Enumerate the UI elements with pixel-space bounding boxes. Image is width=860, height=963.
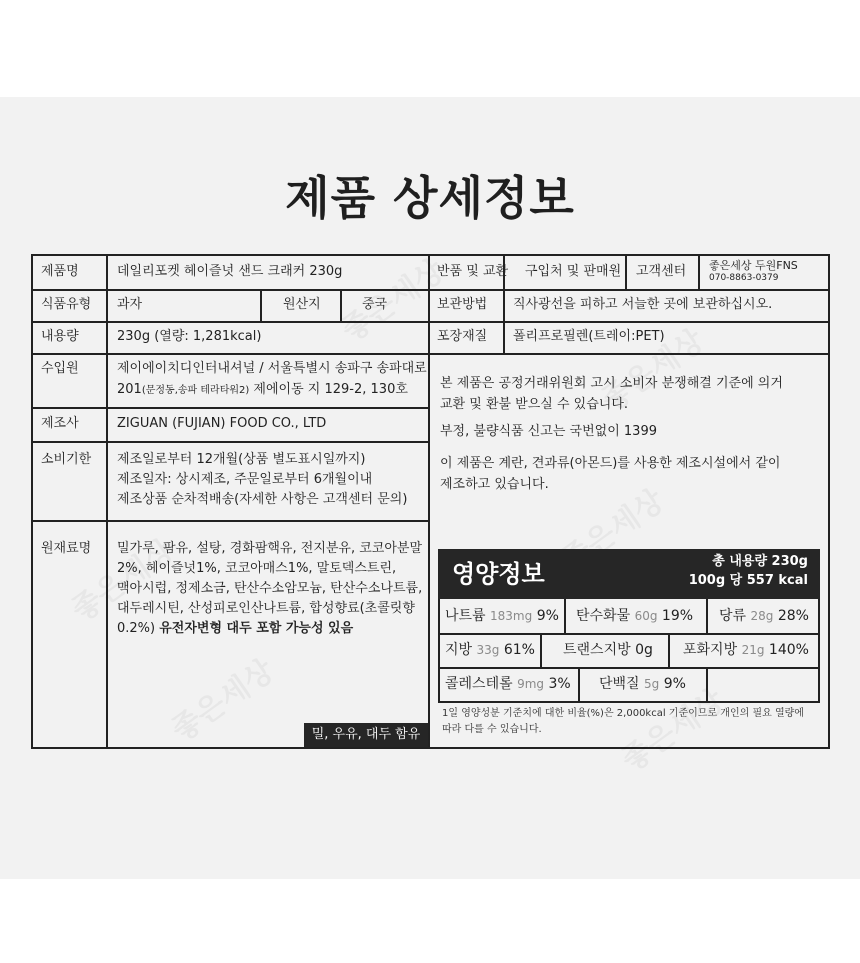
value-customer-center-phone: 070-8863-0379 xyxy=(709,273,779,283)
nutrient-carbohydrate: 탄수화물 60g 19% xyxy=(576,608,694,624)
notice-line: 부정, 불량식품 신고는 국번없이 1399 xyxy=(440,424,657,439)
label-customer-center: 고객센터 xyxy=(636,264,687,279)
notice-line: 제조하고 있습니다. xyxy=(440,477,549,492)
value-storage: 직사광선을 피하고 서늘한 곳에 보관하십시오. xyxy=(513,297,773,312)
row-divider xyxy=(33,289,428,291)
nutrition-footnote-line2: 따라 다를 수 있습니다. xyxy=(442,724,542,735)
value-ingredients-line4: 대두레시틴, 산성피로인산나트륨, 합성향료(초콜릿향 xyxy=(117,601,415,616)
label-ingredients: 원재료명 xyxy=(41,541,92,556)
value-importer-line2: 201(문정동,송파 테라타워2) 제에이동 지 129-2, 130호 xyxy=(117,382,408,397)
nutrition-border xyxy=(818,599,820,703)
value-importer-line1: 제이에이치디인터내셔널 / 서울특별시 송파구 송파대로 xyxy=(117,361,427,376)
value-manufacturer: ZIGUAN (FUJIAN) FOOD CO., LTD xyxy=(117,416,327,431)
value-customer-center-name: 좋은세상 두원FNS xyxy=(709,259,798,272)
value-origin: 중국 xyxy=(362,297,388,312)
notice-line: 교환 및 환불 받으실 수 있습니다. xyxy=(440,397,629,412)
row-divider xyxy=(428,321,828,323)
column-divider xyxy=(428,256,430,747)
nutrition-cell-divider xyxy=(540,633,542,668)
label-packaging: 포장재질 xyxy=(437,329,488,344)
nutrition-cell-divider xyxy=(578,667,580,702)
nutrient-trans-fat: 트랜스지방 0g xyxy=(563,642,653,658)
nutrition-row-divider xyxy=(438,701,820,703)
label-product-name: 제품명 xyxy=(41,264,79,279)
value-food-type: 과자 xyxy=(117,297,143,312)
allergen-badge: 밀, 우유, 대두 함유 xyxy=(304,723,428,747)
value-packaging: 폴리프로필렌(트레이:PET) xyxy=(513,329,665,344)
nutrient-sodium: 나트륨 183mg 9% xyxy=(445,608,559,624)
row-divider xyxy=(428,289,828,291)
row-divider xyxy=(33,520,428,522)
nutrition-cell-divider xyxy=(564,599,566,634)
row-divider xyxy=(33,353,428,355)
nutrient-sugars: 당류 28g 28% xyxy=(719,608,809,624)
watermark-text xyxy=(331,247,451,350)
row-divider xyxy=(33,321,428,323)
row-divider xyxy=(33,407,428,409)
value-ingredients-line5: 0.2%) 유전자변형 대두 포함 가능성 있음 xyxy=(117,621,354,636)
nutrition-header xyxy=(438,549,820,599)
value-expiry-line2: 제조일자: 상시제조, 주문일로부터 6개월이내 xyxy=(117,472,373,487)
product-info-table xyxy=(31,254,830,749)
label-origin: 원산지 xyxy=(283,297,321,312)
label-manufacturer: 제조사 xyxy=(41,416,79,431)
nutrition-cell-divider xyxy=(706,667,708,702)
value-expiry-line3: 제조상품 순차적배송(자세한 사항은 고객센터 문의) xyxy=(117,492,408,507)
nutrient-cholesterol: 콜레스테롤 9mg 3% xyxy=(445,676,571,692)
nutrient-fat: 지방 33g 61% xyxy=(445,642,535,658)
nutrition-cell-divider xyxy=(706,599,708,634)
label-returns: 반품 및 교환 xyxy=(437,264,509,279)
notice-line: 이 제품은 계란, 견과류(아몬드)를 사용한 제조시설에서 같이 xyxy=(440,456,781,471)
nutrition-footnote-line1: 1일 영양성분 기준치에 대한 비율(%)은 2,000kcal 기준이므로 개인의 필요 열량에 xyxy=(442,708,804,719)
cell-divider xyxy=(340,289,342,322)
watermark-text xyxy=(161,647,281,750)
nutrient-saturated-fat: 포화지방 21g 140% xyxy=(683,642,809,658)
label-importer: 수입원 xyxy=(41,361,79,376)
page-title: 제품 상세정보 xyxy=(285,171,575,225)
label-seller: 구입처 및 판매원 xyxy=(525,264,622,279)
label-volume: 내용량 xyxy=(41,329,79,344)
notice-line: 본 제품은 공정거래위원회 고시 소비자 분쟁해결 기준에 의거 xyxy=(440,376,783,391)
cell-divider xyxy=(698,256,700,289)
value-ingredients-line3: 맥아시럽, 정제소금, 탄산수소암모늄, 탄산수소나트륨, xyxy=(117,581,423,596)
cell-divider xyxy=(625,256,627,289)
nutrition-total: 총 내용량 230g xyxy=(712,554,808,569)
cell-divider xyxy=(260,289,262,322)
value-expiry-line1: 제조일로부터 12개월(상품 별도표시일까지) xyxy=(117,452,366,467)
nutrient-protein: 단백질 5g 9% xyxy=(599,676,686,692)
label-expiry: 소비기한 xyxy=(41,452,92,467)
nutrition-per-100g: 100g 당 557 kcal xyxy=(688,573,808,588)
value-volume: 230g (열량: 1,281kcal) xyxy=(117,329,262,344)
nutrition-cell-divider xyxy=(668,633,670,668)
label-food-type: 식품유형 xyxy=(41,297,92,312)
value-ingredients-line1: 밀가루, 팜유, 설탕, 경화팜핵유, 전지분유, 코코아분말 xyxy=(117,541,423,556)
nutrition-row-divider xyxy=(438,633,820,635)
nutrition-row-divider xyxy=(438,667,820,669)
value-ingredients-line2: 2%, 헤이즐넛1%, 코코아매스1%, 말토덱스트린, xyxy=(117,561,397,576)
nutrition-title: 영양정보 xyxy=(452,560,545,588)
value-product-name: 데일리포켓 헤이즐넛 샌드 크래커 230g xyxy=(117,264,343,279)
row-divider xyxy=(33,441,428,443)
row-divider xyxy=(428,353,828,355)
left-label-divider xyxy=(106,256,108,747)
label-storage: 보관방법 xyxy=(437,297,488,312)
nutrition-border xyxy=(438,599,440,703)
